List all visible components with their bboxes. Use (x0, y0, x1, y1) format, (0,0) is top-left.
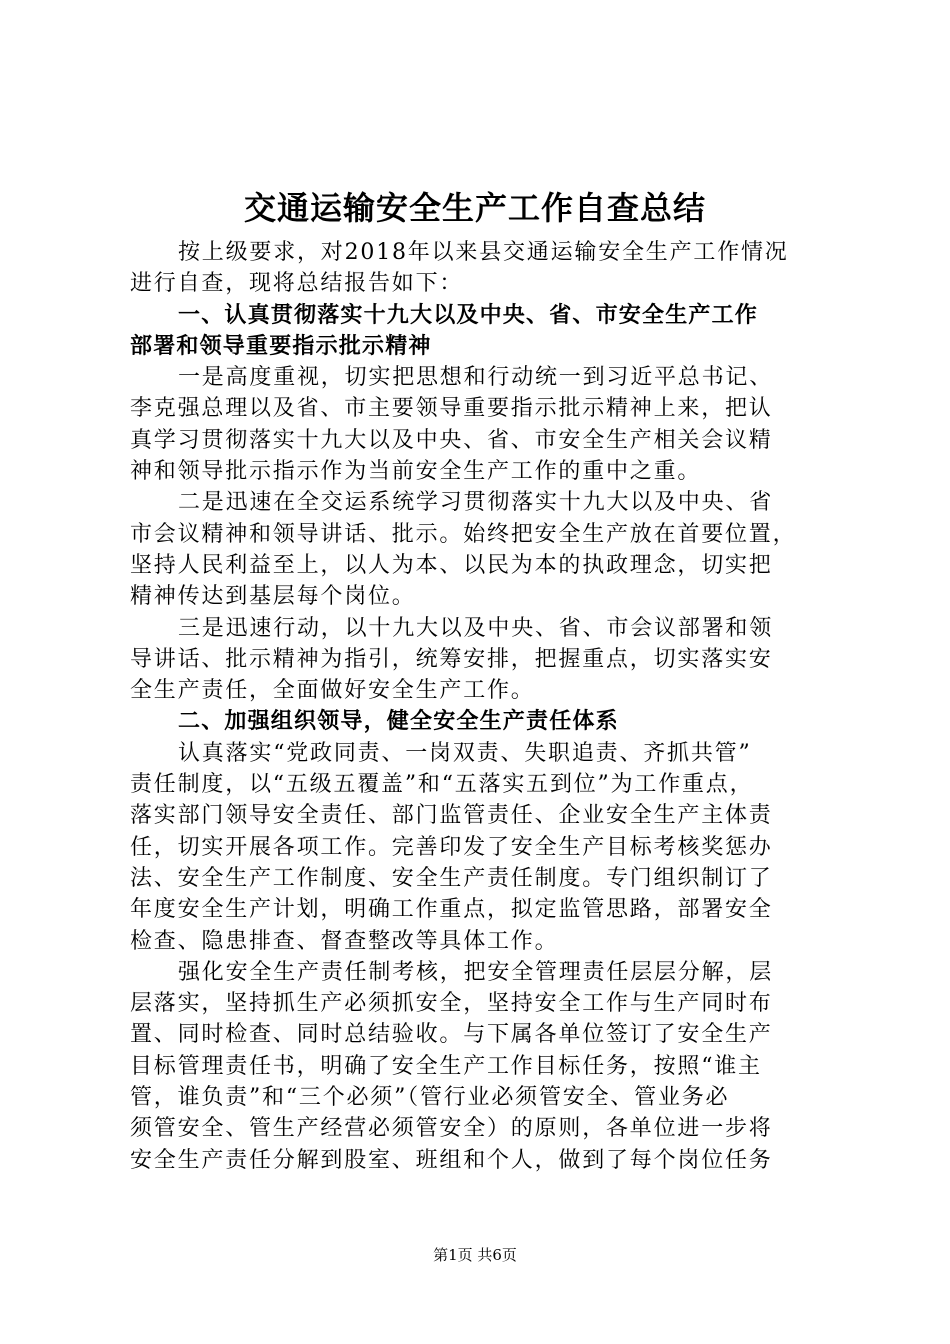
body-text-line: 责任制度，以“五级五覆盖”和“五落实五到位”为工作重点， (130, 772, 754, 798)
body-text-line: 精神传达到基层每个岗位。 (130, 584, 416, 610)
body-text-line: 安全生产责任分解到股室、班组和个人，做到了每个岗位任务 (130, 1147, 773, 1173)
body-text-line: 进行自查，现将总结报告如下： (130, 271, 464, 297)
body-text-line: 强化安全生产责任制考核，把安全管理责任层层分解，层 (178, 959, 774, 985)
body-text-line: 检查、隐患排查、督查整改等具体工作。 (130, 928, 559, 954)
body-text-line: 置、同时检查、同时总结验收。与下属各单位签订了安全生产 (130, 1022, 773, 1048)
body-text-line: 三是迅速行动，以十九大以及中央、省、市会议部署和领 (178, 615, 774, 641)
document-body (130, 237, 830, 1176)
body-text-line: 全生产责任，全面做好安全生产工作。 (130, 678, 535, 704)
body-text-line: 任，切实开展各项工作。完善印发了安全生产目标考核奖惩办 (130, 834, 773, 860)
section-heading-line: 一、认真贯彻落实十九大以及中央、省、市安全生产工作 (178, 302, 759, 328)
body-text-line: 真学习贯彻落实十九大以及中央、省、市安全生产相关会议精 (130, 427, 773, 453)
body-text-line: 神和领导批示指示作为当前安全生产工作的重中之重。 (130, 459, 702, 485)
body-text-line: 坚持人民利益至上，以人为本、以民为本的执政理念，切实把 (130, 552, 773, 578)
body-text-line: 目标管理责任书，明确了安全生产工作目标任务，按照“谁主 (130, 1053, 762, 1079)
body-text-line: 须管安全、管生产经营必须管安全）的原则，各单位进一步将 (130, 1116, 773, 1142)
body-text-line: 二是迅速在全交运系统学习贯彻落实十九大以及中央、省 (178, 490, 774, 516)
document-title: 交通运输安全生产工作自查总结 (243, 189, 706, 227)
body-text-line: 管，谁负责”和“三个必须”（管行业必须管安全、管业务必 (130, 1085, 730, 1111)
body-text-line: 一是高度重视，切实把思想和行动统一到习近平总书记、 (178, 365, 774, 391)
body-text-line: 落实部门领导安全责任、部门监管责任、企业安全生产主体责 (130, 803, 773, 829)
section-heading-line: 二、加强组织领导，健全安全生产责任体系 (178, 709, 619, 735)
body-text-line: 层落实，坚持抓生产必须抓安全，坚持安全工作与生产同时布 (130, 991, 773, 1017)
body-text-line: 李克强总理以及省、市主要领导重要指示批示精神上来，把认 (130, 396, 773, 422)
body-text-line: 导讲话、批示精神为指引，统筹安排，把握重点，切实落实安 (130, 646, 773, 672)
body-text-line: 法、安全生产工作制度、安全生产责任制度。专门组织制订了 (130, 865, 773, 891)
page-number-footer: 第1页 共6页 (433, 1246, 517, 1264)
body-text-line: 认真落实“党政同责、一岗双责、失职追责、齐抓共管” (178, 740, 752, 766)
body-text-line: 按上级要求，对2018年以来县交通运输安全生产工作情况 (178, 240, 789, 265)
body-text-line: 市会议精神和领导讲话、批示。始终把安全生产放在首要位置， (130, 521, 797, 547)
section-heading-line: 部署和领导重要指示批示精神 (130, 333, 432, 359)
body-text-line: 年度安全生产计划，明确工作重点，拟定监管思路，部署安全 (130, 897, 773, 923)
